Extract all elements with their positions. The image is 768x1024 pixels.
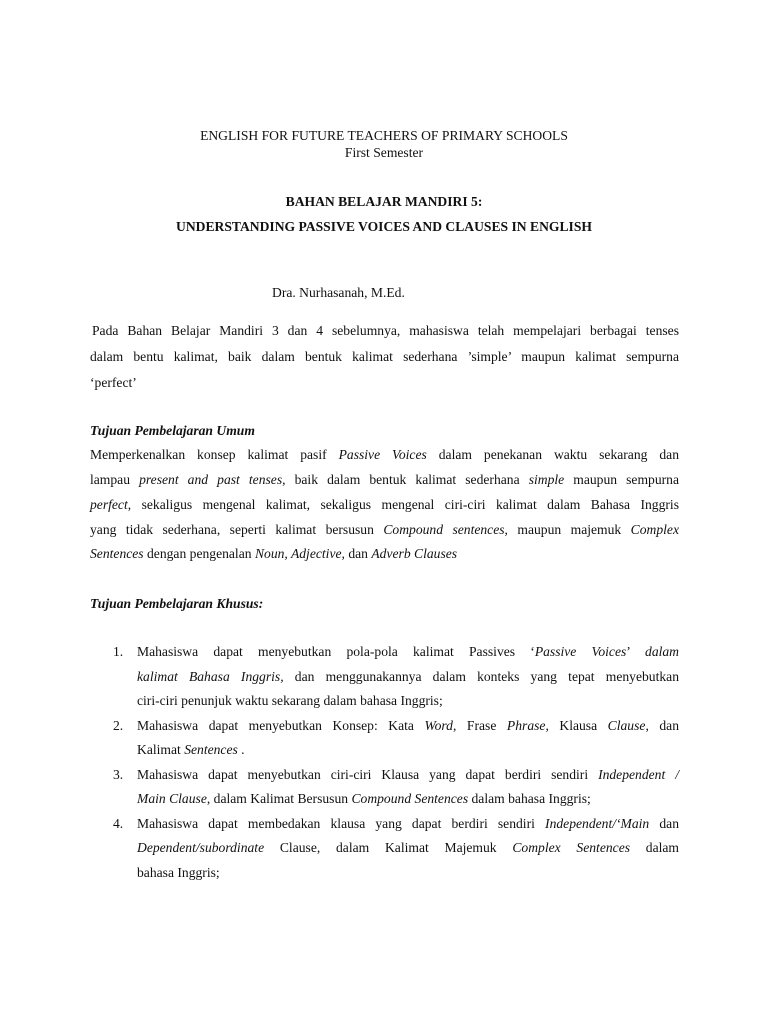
general-goal-line-1 [90, 448, 679, 462]
item-1-line-3: ciri-ciri penunjuk waktu sekarang dalam bahasa Inggris; [137, 693, 443, 708]
list-item-number: 4. [113, 816, 124, 831]
i1-l1-a: Mahasiswa dapat menyebutkan pola-pola kalimat Passives ‘ [137, 644, 535, 659]
course-title: ENGLISH FOR FUTURE TEACHERS OF PRIMARY SCHOOLS [200, 128, 568, 143]
item-4-line-3: bahasa Inggris; [137, 865, 220, 880]
i3-l2-d: dalam bahasa Inggris; [468, 791, 591, 806]
i4-l1-c: dan [649, 816, 680, 831]
gg-l2-e: maupun sempurna [564, 472, 679, 487]
item-4-line-1 [137, 817, 679, 831]
gg-l4-a: yang tidak sederhana, seperti kalimat bersusun [90, 522, 384, 537]
i2-l2-c: . [237, 742, 245, 757]
item-3-line-1 [137, 768, 679, 782]
gg-l2-c: , baik dalam bentuk kalimat sederhana [282, 472, 529, 487]
general-goal-line-4 [90, 523, 679, 537]
semester: First Semester [344, 145, 424, 160]
gg-l1-c: dalam penekanan waktu sekarang dan [426, 447, 679, 462]
list-item-number: 3. [113, 767, 124, 782]
i1-l2-b: dan menggunakannya dalam konteks yang tepat menyebutkan [283, 669, 679, 684]
item-2-line-1 [137, 719, 679, 733]
i4-l1-a: Mahasiswa dapat membedakan klausa yang dapat berdiri sendiri [137, 816, 546, 831]
list-item-number: 1. [113, 644, 124, 659]
item-3-line-2 [137, 792, 591, 806]
i3-l2-b: , dalam Kalimat Bersusun [206, 791, 352, 806]
i1-l1-b: Passive Voices [534, 644, 627, 659]
gg-l1-a: Memperkenalkan konsep kalimat pasif [90, 447, 339, 462]
general-goal-line-5 [90, 547, 457, 561]
i3-l2-c: Compound Sentences [351, 791, 469, 806]
item-1-line-1 [137, 645, 679, 659]
general-goal-line-2 [90, 473, 679, 487]
i4-l2-d: dalam [630, 840, 679, 855]
gg-l5-c: Noun, Adjective, [254, 546, 345, 561]
i4-l2-c: Complex Sentences [512, 840, 631, 855]
item-1-line-2 [137, 670, 679, 684]
i4-l2-b: Clause, dalam Kalimat Majemuk [264, 840, 513, 855]
i2-l2-b: Sentences [184, 742, 238, 757]
i2-l2-a: Kalimat [137, 742, 185, 757]
i2-l1-g: , dan [645, 718, 680, 733]
i1-l1-d: dalam [645, 644, 679, 659]
gg-l3-a: perfect [90, 497, 128, 512]
item-2-line-2 [137, 743, 245, 757]
gg-l4-c: , maupun majemuk [504, 522, 631, 537]
intro-line-1: Pada Bahan Belajar Mandiri 3 dan 4 sebelumnya, mahasiswa telah mempelajari berbagai tenses [92, 323, 679, 338]
i4-l1-b: Independent/‘Main [545, 816, 650, 831]
gg-l2-b: present and past tenses [139, 472, 283, 487]
intro-line-2: dalam bentu kalimat, baik dalam bentuk kalimat sederhana ’simple’ maupun kalimat sempurna [90, 349, 679, 364]
gg-l2-d: simple [528, 472, 565, 487]
list-item-number: 2. [113, 718, 124, 733]
gg-l5-a: Sentences [90, 546, 144, 561]
gg-l4-d: Complex [630, 522, 679, 537]
i2-l1-d: Phrase [506, 718, 546, 733]
specific-goal-heading: Tujuan Pembelajaran Khusus: [90, 596, 264, 611]
general-goal-heading: Tujuan Pembelajaran Umum [90, 423, 255, 438]
i2-l1-b: Word [424, 718, 453, 733]
i2-l1-e: , Klausa [545, 718, 608, 733]
i4-l2-a: Dependent/subordinate [137, 840, 265, 855]
i3-l1-b: Independent / [598, 767, 679, 782]
i3-l2-a: Main Clause [137, 791, 207, 806]
gg-l3-b: , sekaligus mengenal kalimat, sekaligus mengenal ciri-ciri kalimat dalam Bahasa Inggris [127, 497, 679, 512]
i2-l1-a: Mahasiswa dapat menyebutkan Konsep: Kata [137, 718, 425, 733]
i1-l1-c: ’ [626, 644, 646, 659]
general-goal-line-3 [90, 498, 679, 512]
gg-l5-d: dan [344, 546, 372, 561]
module-label: BAHAN BELAJAR MANDIRI 5: [285, 194, 483, 209]
gg-l2-a: lampau [90, 472, 140, 487]
intro-line-3: ‘perfect’ [90, 375, 137, 390]
gg-l4-b: Compound sentences [383, 522, 505, 537]
gg-l5-b: dengan pengenalan [143, 546, 255, 561]
module-title: UNDERSTANDING PASSIVE VOICES AND CLAUSES IN ENGLISH [176, 219, 592, 234]
gg-l1-b: Passive Voices [338, 447, 427, 462]
item-4-line-2 [137, 841, 679, 855]
i2-l1-c: , Frase [452, 718, 507, 733]
gg-l5-e: Adverb Clauses [371, 546, 458, 561]
i3-l1-a: Mahasiswa dapat menyebutkan ciri-ciri Klausa yang dapat berdiri sendiri [137, 767, 599, 782]
i1-l2-a: kalimat Bahasa Inggris, [137, 669, 284, 684]
author: Dra. Nurhasanah, M.Ed. [272, 285, 405, 300]
i2-l1-f: Clause [607, 718, 646, 733]
